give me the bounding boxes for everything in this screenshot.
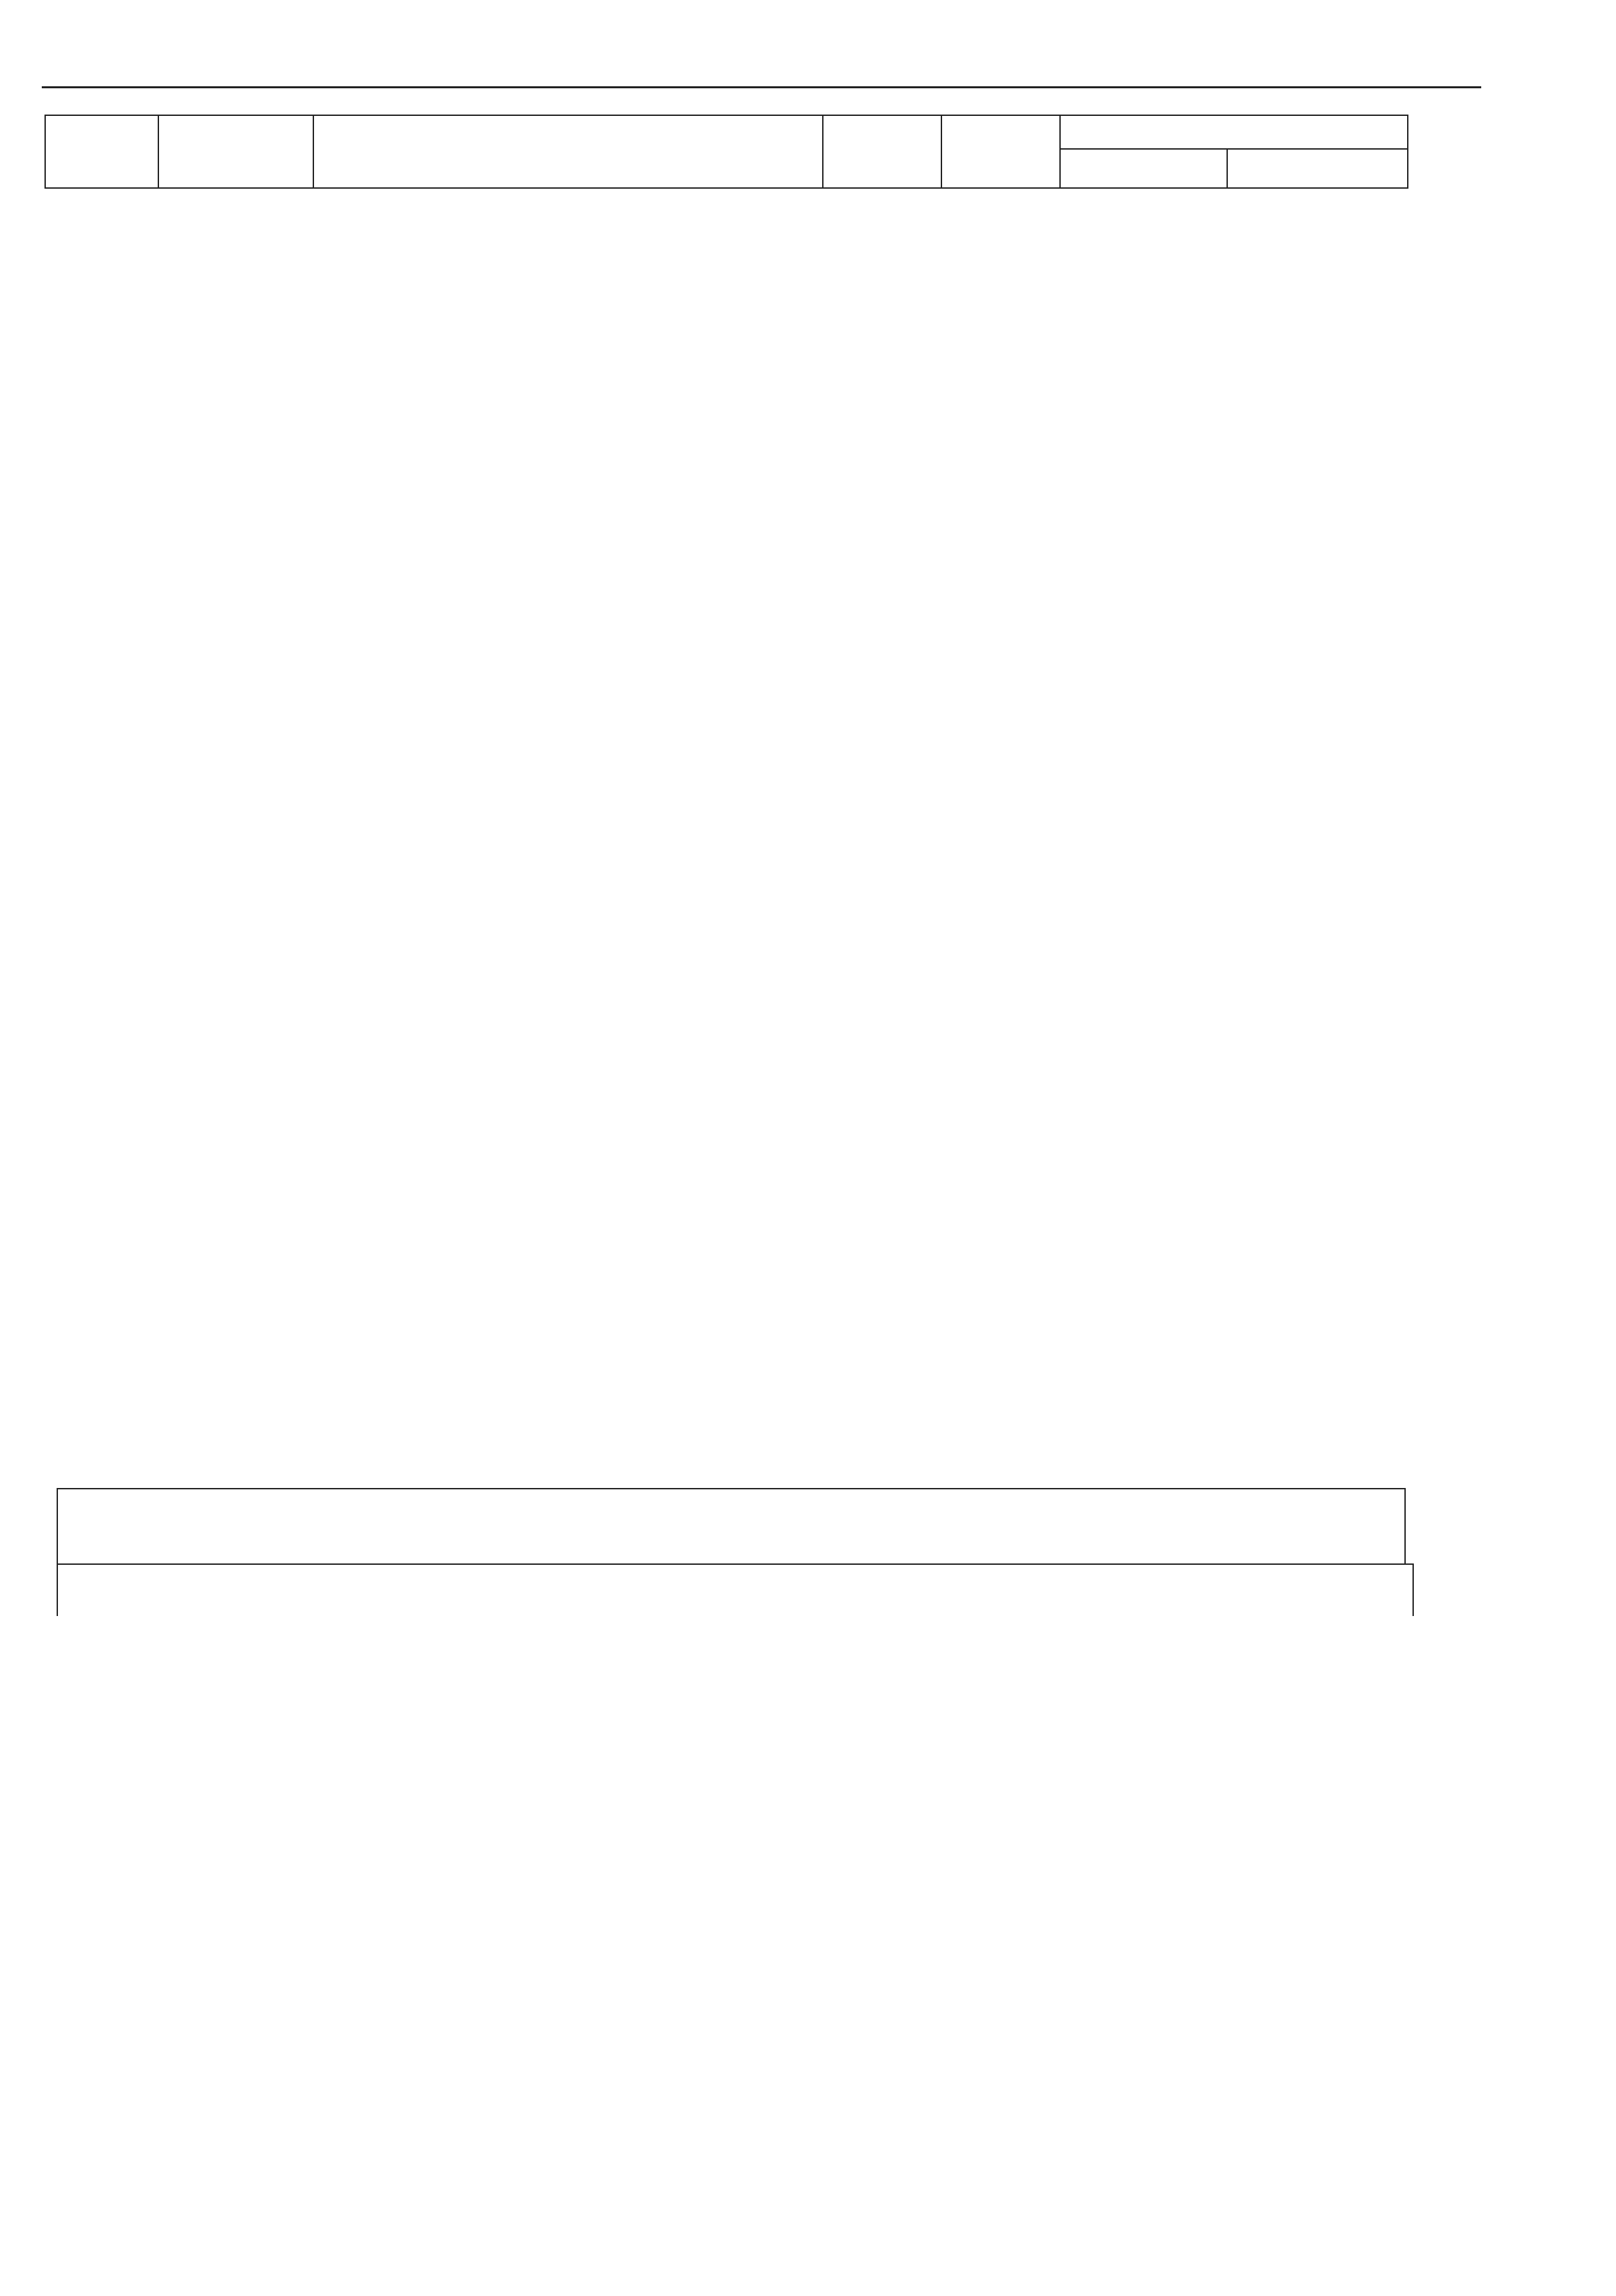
header-rule — [42, 86, 1481, 88]
section-title — [57, 1488, 1406, 1563]
header-unit — [823, 115, 941, 188]
header-mass — [941, 115, 1060, 188]
header-num — [45, 115, 158, 188]
header-code — [158, 115, 313, 188]
subsection-title — [57, 1563, 1414, 1616]
header-name — [313, 115, 823, 188]
header-price-release — [1060, 149, 1227, 188]
header-price-group — [1060, 115, 1408, 149]
price-table-top — [44, 115, 1408, 189]
header-price-estimate — [1227, 149, 1408, 188]
